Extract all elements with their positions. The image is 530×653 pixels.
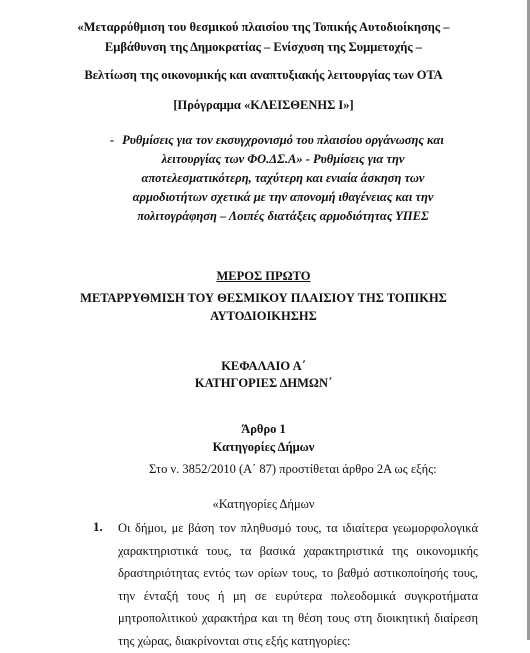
item-number: 1.: [93, 519, 103, 534]
item-line-4: την ένταξή τους ή μη σε ευρύτερα πολεοδομικά συγκροτήματα: [118, 588, 478, 603]
title-line-1: «Μεταρρύθμιση του θεσμικού πλαισίου της Τοπικής Αυτοδιοίκησης –: [77, 20, 450, 34]
bullet-line-5: πολιτογράφηση – Λοιπές διατάξεις αρμοδιότητας ΥΠΕΣ: [137, 209, 429, 223]
bullet-paragraph: [118, 131, 448, 226]
part-title-line-2: ΑΥΤΟΔΙΟΙΚΗΣΗΣ: [210, 309, 317, 323]
title-line-3: Βελτίωση της οικονομικής και αναπτυξιακής λειτουργίας των ΟΤΑ: [84, 68, 443, 82]
quote-title: «Κατηγορίες Δήμων: [212, 497, 315, 511]
title-line-2: Εμβάθυνση της Δημοκρατίας – Ενίσχυση της Συμμετοχής –: [104, 40, 423, 54]
item-line-6: της χώρας, διακρίνονται στις εξής κατηγορίες:: [118, 633, 351, 648]
bullet-dash: -: [110, 133, 115, 147]
bullet-line-4: αρμοδιοτήτων σχετικά με την απονομή ιθαγένειας και την: [132, 190, 434, 204]
bullet-line-2: λειτουργίας των ΦΟ.ΔΣ.Α» - Ρυθμίσεις για την: [161, 152, 405, 166]
article-label: Άρθρο 1: [241, 422, 286, 436]
article-intro: Στο ν. 3852/2010 (Α΄ 87) προστίθεται άρθρο 2Α ως εξής:: [149, 462, 437, 476]
article-title: Κατηγορίες Δήμων: [212, 440, 315, 454]
item-paragraph: [118, 517, 478, 653]
item-line-5: μητροπολιτικού χαρακτήρα και τη θέση τους στη διοικητική διαίρεση: [118, 611, 478, 626]
chapter-label: ΚΕΦΑΛΑΙΟ Α΄: [221, 359, 306, 373]
item-line-3: δραστηριότητας εντός των ορίων τους, το βαθμό αστικοποίησής τους,: [118, 566, 478, 581]
bullet-line-3: αποτελεσματικότερη, ταχύτερη και ενιαία άσκηση των: [141, 171, 425, 185]
part-title-line-1: ΜΕΤΑΡΡΥΘΜΙΣΗ ΤΟΥ ΘΕΣΜΙΚΟΥ ΠΛΑΙΣΙΟΥ ΤΗΣ ΤΟΠΙΚΗΣ: [80, 291, 447, 305]
chapter-title: ΚΑΤΗΓΟΡΙΕΣ ΔΗΜΩΝ΄: [194, 376, 333, 390]
item-line-2: χαρακτηριστικά τους, τα βασικά χαρακτηριστικά της οικονομικής: [118, 543, 478, 558]
part-label: ΜΕΡΟΣ ΠΡΩΤΟ: [216, 269, 311, 283]
bullet-line-1: Ρυθμίσεις για τον εκσυγχρονισμό του πλαισίου οργάνωσης και: [122, 133, 444, 147]
item-line-1: Οι δήμοι, με βάση τον πληθυσμό τους, τα ιδιαίτερα γεωμορφολογικά: [118, 521, 478, 535]
program-name: [Πρόγραμμα «ΚΛΕΙΣΘΕΝΗΣ Ι»]: [173, 98, 354, 112]
